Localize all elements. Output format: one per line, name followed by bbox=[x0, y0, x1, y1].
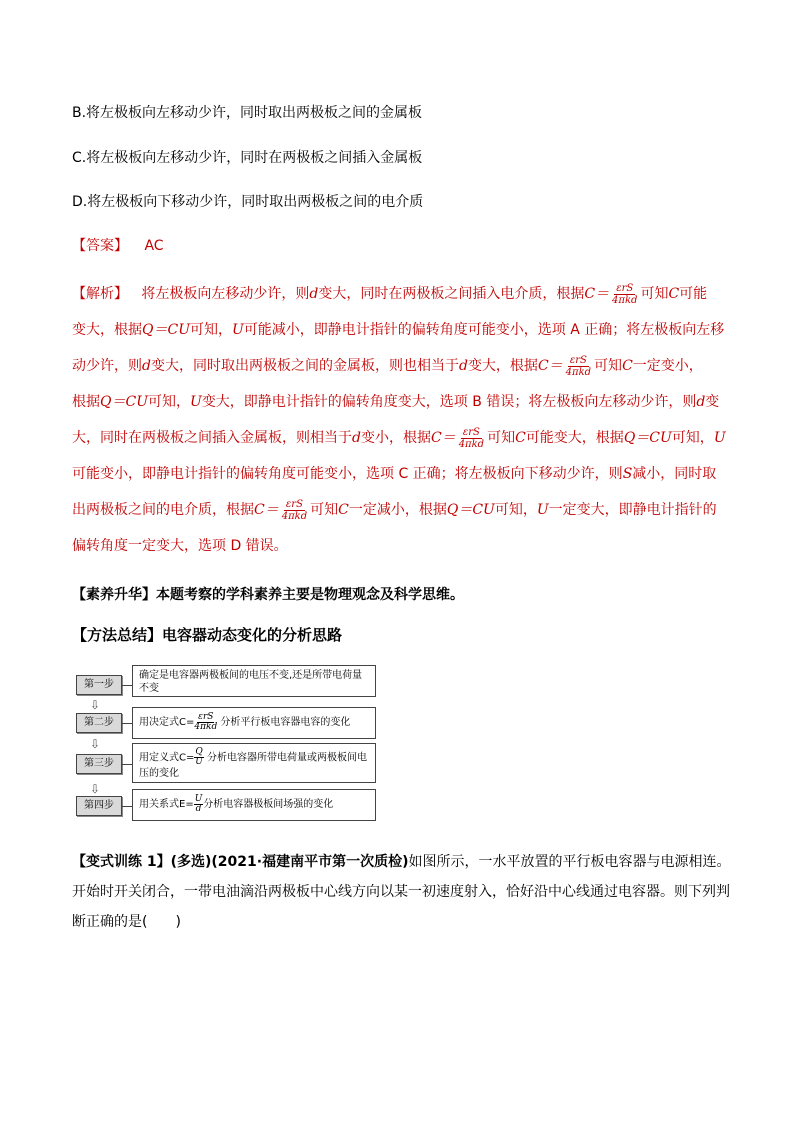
method-label: 【方法总结】 bbox=[72, 626, 163, 644]
analysis-row bbox=[72, 384, 738, 420]
symbol-d: d bbox=[309, 286, 319, 302]
step-text: 用定义式C= bbox=[139, 752, 195, 764]
charge-eq: Q＝CU bbox=[100, 394, 148, 410]
analysis-row bbox=[72, 276, 738, 312]
method-line bbox=[72, 624, 342, 645]
formula-fraction: $\frac{Q}{U}$ bbox=[195, 747, 203, 767]
step-text: 用决定式C= bbox=[139, 717, 195, 728]
charge-eq: Q＝CU bbox=[446, 502, 495, 518]
analysis-text: 一定变大，即静电计指针的 bbox=[548, 502, 717, 518]
step-label: 第四步 bbox=[76, 796, 122, 816]
analysis-row bbox=[72, 456, 738, 492]
symbol-c: C bbox=[338, 502, 349, 518]
symbol-u: U bbox=[536, 502, 549, 518]
symbol-d: d bbox=[458, 358, 468, 374]
analysis-text: 可知， bbox=[671, 430, 714, 446]
analysis-row bbox=[72, 528, 738, 564]
symbol-u: U bbox=[232, 322, 244, 338]
analysis-text: 根据 bbox=[72, 394, 100, 410]
analysis-text: 将左极板向左移动少许，则 bbox=[141, 286, 310, 302]
symbol-u: U bbox=[713, 430, 726, 446]
formula-fraction: $\frac{\text{εrS}}{\text{4πkd}}$ bbox=[612, 282, 638, 306]
analysis-text: 可能变大，根据 bbox=[525, 430, 624, 446]
exercise-label: 【变式训练 1】(多选)(2021·福建南平市第一次质检) bbox=[72, 854, 409, 870]
analysis-block bbox=[72, 276, 738, 564]
analysis-text: 可知 bbox=[310, 502, 339, 518]
answer-line bbox=[72, 235, 164, 255]
symbol-d: d bbox=[142, 358, 151, 374]
analysis-text: 可知 bbox=[594, 358, 623, 374]
formula-fraction: $\frac{U}{d}$ bbox=[194, 793, 203, 814]
analysis-text: 出两极板之间的电介质，根据 bbox=[72, 502, 254, 518]
formula-fraction: $\frac{\text{εrS}}{\text{4πkd}}$ bbox=[194, 711, 218, 732]
analysis-text: 变小，根据 bbox=[360, 430, 431, 446]
option-d: D.将左极板向下移动少许，同时取出两极板之间的电介质 bbox=[72, 194, 424, 210]
formula-fraction: $\frac{\text{εrS}}{\text{4πkd}}$ bbox=[565, 354, 592, 378]
analysis-text: 变大，根据 bbox=[467, 358, 538, 374]
step-label: 第三步 bbox=[76, 754, 122, 774]
analysis-text: 可能减小，即静电计指针的偏转角度可能变小，选项 A 正确；将左极板向左移 bbox=[243, 322, 725, 338]
analysis-text: 变大，根据 bbox=[72, 322, 142, 338]
charge-eq: Q＝CU bbox=[623, 430, 672, 446]
analysis-text: 偏转角度一定变大，选项 D 错误。 bbox=[72, 538, 288, 554]
formula-fraction: $\frac{\text{εrS}}{\text{4πkd}}$ bbox=[458, 426, 485, 450]
literacy-text: 本题考察的学科素养主要是物理观念及科学思维。 bbox=[156, 587, 464, 603]
step-box-1 bbox=[132, 665, 376, 697]
analysis-text: 动少许，则 bbox=[72, 358, 142, 374]
option-b: B.将左极板向左移动少许，同时取出两极板之间的金属板 bbox=[72, 105, 423, 121]
analysis-text: 变大，即静电计指针的偏转角度变大，选项 B 错误；将左极板向左移动少许，则 bbox=[201, 394, 697, 410]
symbol-c: C bbox=[515, 430, 526, 446]
analysis-text: 大，同时在两极板之间插入金属板，则相当于 bbox=[72, 430, 352, 446]
analysis-text: 一定变小， bbox=[632, 358, 703, 374]
analysis-text: 可能 bbox=[679, 286, 708, 302]
literacy-label: 【素养升华】 bbox=[72, 587, 156, 603]
symbol-u: U bbox=[190, 394, 202, 410]
analysis-text: 可知， bbox=[148, 394, 190, 410]
symbol-d: d bbox=[696, 394, 706, 410]
analysis-text: 可知 bbox=[640, 286, 669, 302]
analysis-text: 可能变小，即静电计指针的偏转角度可能变小，选项 C 正确；将左极板向下移动少许，则 bbox=[72, 466, 623, 482]
analysis-text: 可知， bbox=[190, 322, 232, 338]
analysis-row bbox=[72, 492, 738, 528]
formula-fraction: $\frac{\text{εrS}}{\text{4πkd}}$ bbox=[281, 498, 308, 522]
analysis-text: 可知， bbox=[494, 502, 537, 518]
analysis-text: 减小，同时取 bbox=[632, 466, 717, 482]
symbol-d: d bbox=[352, 430, 361, 446]
analysis-row bbox=[72, 348, 738, 384]
capacitance-eq: C＝ bbox=[430, 430, 456, 446]
step-text: 确定是电容器两极板间的电压不变,还是所带电荷量不变 bbox=[139, 670, 363, 694]
analysis-text: 可知 bbox=[487, 430, 516, 446]
exercise-question bbox=[72, 847, 732, 937]
step-text: 分析平行板电容器电容的变化 bbox=[220, 717, 351, 728]
analysis-row bbox=[72, 420, 738, 456]
answer-value: AC bbox=[144, 238, 164, 254]
down-arrow-icon: ⇩ bbox=[90, 737, 101, 751]
symbol-c: C bbox=[668, 286, 680, 302]
analysis-text: 变大，同时取出两极板之间的金属板，则也相当于 bbox=[150, 358, 459, 374]
step-box-4 bbox=[132, 789, 376, 821]
step-text: 分析电容器所带电荷量或两极板间电压的变化 bbox=[139, 752, 367, 779]
step-box-3 bbox=[132, 743, 376, 783]
down-arrow-icon: ⇩ bbox=[90, 698, 101, 712]
flowchart bbox=[76, 663, 380, 821]
exercise-text: 如图所示，一水平放置的平行板电容器与电源相连。开始时开关闭合，一带电油滴沿两极板中心线方向以某一初速度射入，恰好沿中心线通过电容器。则下列判断正确的是( ) bbox=[72, 854, 731, 930]
step-text: 分析电容器极板间场强的变化 bbox=[203, 799, 334, 810]
step-label: 第二步 bbox=[76, 713, 122, 733]
answer-label: 【答案】 bbox=[72, 238, 128, 254]
symbol-c: C bbox=[622, 358, 633, 374]
analysis-text: 变大，同时在两极板之间插入电介质，根据 bbox=[318, 286, 585, 302]
method-text: 电容器动态变化的分析思路 bbox=[162, 626, 343, 644]
analysis-text: 变 bbox=[705, 394, 720, 410]
capacitance-eq: C＝ bbox=[537, 358, 563, 374]
literacy-line bbox=[72, 584, 464, 604]
down-arrow-icon: ⇩ bbox=[90, 782, 101, 796]
step-text: 用关系式E= bbox=[139, 799, 194, 810]
option-c: C.将左极板向左移动少许，同时在两极板之间插入金属板 bbox=[72, 150, 423, 166]
step-box-2 bbox=[132, 707, 376, 739]
step-label: 第一步 bbox=[76, 675, 122, 695]
analysis-row bbox=[72, 312, 738, 348]
analysis-text: 一定减小，根据 bbox=[348, 502, 447, 518]
analysis-label: 【解析】 bbox=[72, 286, 128, 302]
symbol-s: S bbox=[622, 466, 633, 482]
charge-eq: Q＝CU bbox=[142, 322, 190, 338]
capacitance-eq: C＝ bbox=[254, 502, 279, 518]
capacitance-eq: C＝ bbox=[584, 286, 610, 302]
